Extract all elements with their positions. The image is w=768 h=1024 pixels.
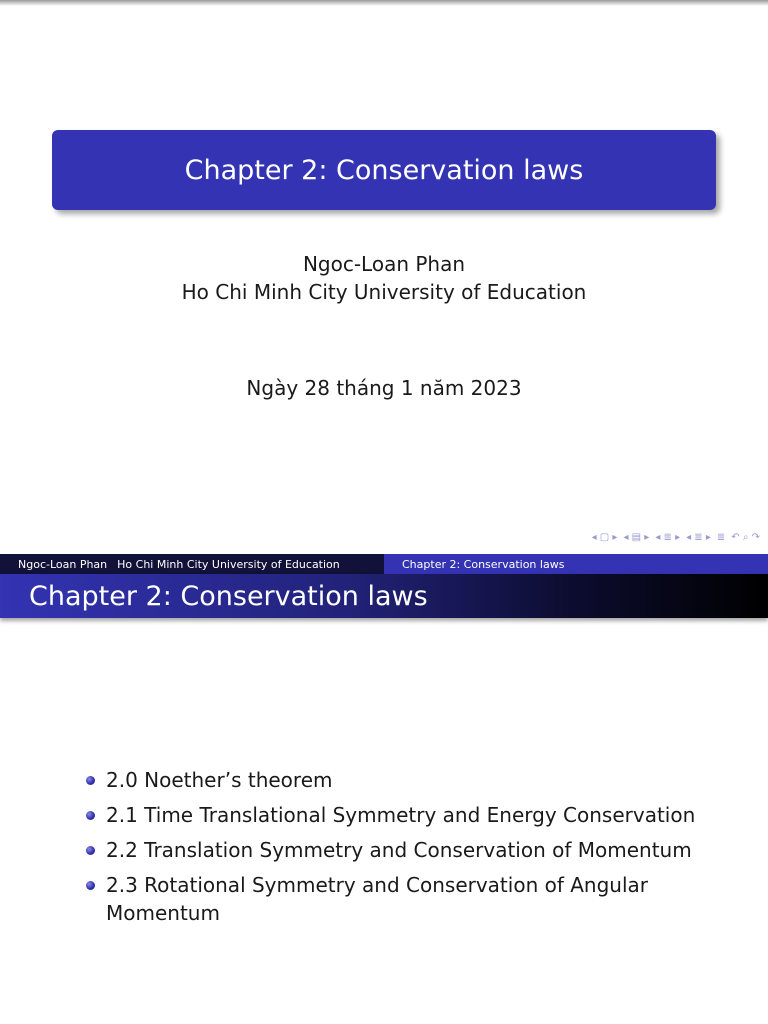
- list-item-label: 2.3 Rotational Symmetry and Conservation of Angular Momentum: [106, 873, 649, 925]
- list-item: [86, 766, 706, 794]
- bullet-icon: [86, 811, 95, 820]
- nav-search-icon[interactable]: ↶ ⌕ ↷: [731, 531, 760, 543]
- footer-institute: Ho Chi Minh City University of Education: [117, 557, 340, 571]
- nav-section-icon[interactable]: ◂ ≣ ▸: [655, 531, 681, 543]
- bullet-icon: [86, 881, 95, 890]
- list-item-label: 2.0 Noether’s theorem: [106, 768, 333, 792]
- title-slide: [0, 6, 768, 554]
- author-name: Ngoc-Loan Phan: [302, 252, 466, 276]
- nav-subsubsection-icon[interactable]: ◂ ≣ ▸: [686, 531, 711, 543]
- footer-author: Ngoc-Loan Phan: [18, 557, 108, 571]
- list-item-label: 2.2 Translation Symmetry and Conservation of Momentum: [106, 838, 692, 862]
- nav-align-icon[interactable]: ≣: [716, 531, 726, 543]
- frame-title-bar: [0, 574, 768, 618]
- navigation-symbols[interactable]: [592, 530, 760, 544]
- list-item-label: 2.1 Time Translational Symmetry and Energy Conservation: [106, 803, 696, 827]
- list-item: [86, 871, 706, 927]
- list-item: [86, 801, 706, 829]
- institute-name: Ho Chi Minh City University of Education: [181, 280, 587, 304]
- nav-frame-icon[interactable]: ◂ ▢ ▸: [591, 531, 618, 543]
- frame-title: Chapter 2: Conservation laws: [29, 580, 428, 612]
- presentation-date: Ngày 28 tháng 1 năm 2023: [246, 376, 522, 400]
- nav-subsection-icon[interactable]: ◂ ▤ ▸: [623, 531, 650, 543]
- slide-title: Chapter 2: Conservation laws: [184, 154, 584, 186]
- bullet-icon: [86, 846, 95, 855]
- footer-left: [0, 554, 384, 574]
- list-item: [86, 836, 706, 864]
- title-box: [52, 130, 716, 210]
- footer-title: Chapter 2: Conservation laws: [402, 557, 565, 571]
- outline-list: [86, 766, 706, 934]
- bullet-icon: [86, 776, 95, 785]
- footer-bar: [0, 554, 768, 574]
- footer-right: [384, 554, 768, 574]
